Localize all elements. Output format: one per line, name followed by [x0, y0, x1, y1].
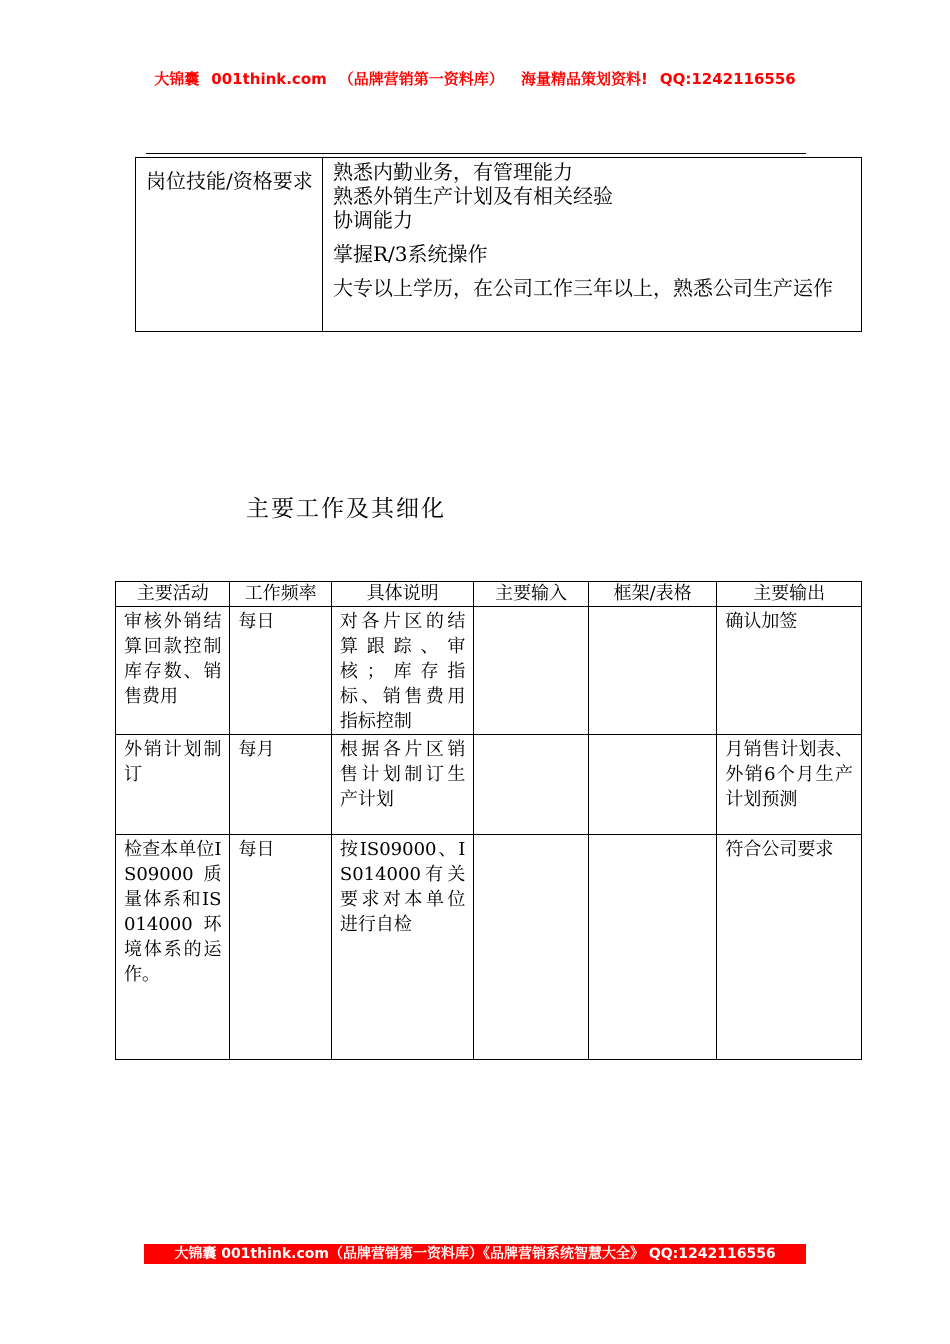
- table-row: [116, 607, 862, 735]
- column-header: 主要输出: [717, 582, 862, 607]
- footer-banner: 大锦囊 001think.com（品牌营销第一资料库）《品牌营销系统智慧大全》 QQ:1242116556: [144, 1244, 806, 1264]
- qualification-label: 岗位技能/资格要求: [136, 158, 323, 332]
- activity-cell: 审核外销结算回款控制库存数、销售费用: [116, 607, 230, 735]
- description-cell: 根据各片区销售计划制订生产计划: [331, 735, 474, 835]
- qualification-table: [135, 157, 862, 332]
- framework-cell: [588, 735, 717, 835]
- frequency-cell: 每日: [230, 835, 331, 1060]
- column-header: 框架/表格: [588, 582, 717, 607]
- header-banner: [0, 68, 950, 89]
- qualification-line: 大专以上学历，在公司工作三年以上，熟悉公司生产运作: [333, 276, 833, 300]
- activity-cell: 外销计划制订: [116, 735, 230, 835]
- slogan: 海量精品策划资料!: [521, 70, 648, 88]
- input-cell: [474, 607, 588, 735]
- top-divider: [146, 153, 806, 154]
- table-header-row: [116, 582, 862, 607]
- qualification-line: 协调能力: [333, 208, 413, 232]
- qq-contact: QQ:1242116556: [659, 70, 796, 88]
- column-header: 主要活动: [116, 582, 230, 607]
- qualification-content: [323, 158, 862, 332]
- input-cell: [474, 735, 588, 835]
- table-row: [116, 835, 862, 1060]
- tagline: （品牌营销第一资料库）: [338, 70, 504, 88]
- output-cell: 确认加签: [717, 607, 862, 735]
- frequency-cell: 每月: [230, 735, 331, 835]
- framework-cell: [588, 835, 717, 1060]
- output-cell: 符合公司要求: [717, 835, 862, 1060]
- qualification-line: 掌握R/3系统操作: [333, 242, 488, 266]
- column-header: 主要输入: [474, 582, 588, 607]
- brand-name: 大锦囊: [154, 70, 200, 88]
- column-header: 工作频率: [230, 582, 331, 607]
- framework-cell: [588, 607, 717, 735]
- description-cell: 按IS09000、IS014000有关要求对本单位进行自检: [331, 835, 474, 1060]
- frequency-cell: 每日: [230, 607, 331, 735]
- input-cell: [474, 835, 588, 1060]
- section-title: 主要工作及其细化: [246, 496, 446, 522]
- qualification-line: 熟悉内勤业务，有管理能力: [333, 160, 573, 184]
- site-link[interactable]: 001think.com: [211, 70, 327, 88]
- output-cell: 月销售计划表、外销6个月生产计划预测: [717, 735, 862, 835]
- description-cell: 对各片区的结算跟踪、审核；库存指标、销售费用指标控制: [331, 607, 474, 735]
- table-row: [116, 735, 862, 835]
- qualification-line: 熟悉外销生产计划及有相关经验: [333, 184, 613, 208]
- activity-cell: 检查本单位IS09000质量体系和IS014000环境体系的运作。: [116, 835, 230, 1060]
- column-header: 具体说明: [331, 582, 474, 607]
- work-table: [115, 581, 862, 1060]
